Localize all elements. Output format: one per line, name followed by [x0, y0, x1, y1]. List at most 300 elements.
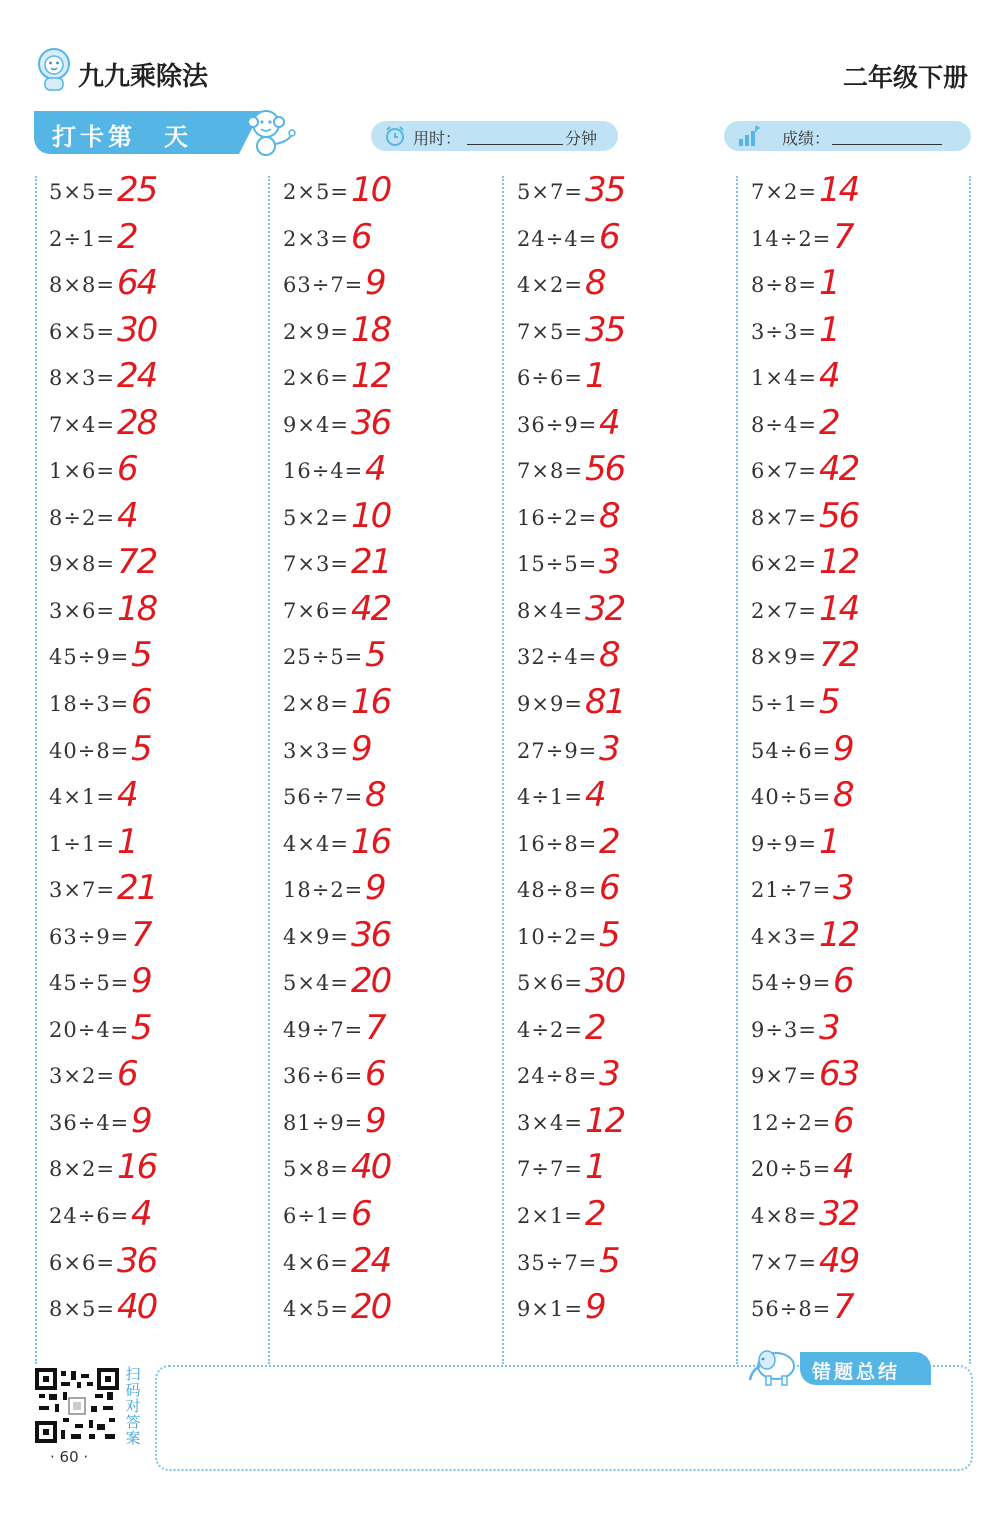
exercise-question: 14÷2= [751, 226, 832, 251]
handwritten-answer[interactable]: 40 [117, 1287, 157, 1328]
handwritten-answer[interactable]: 32 [585, 588, 625, 629]
exercise-question: 8×3= [49, 366, 115, 391]
exercise-question: 8×5= [49, 1297, 115, 1322]
exercise-row [283, 1192, 513, 1239]
handwritten-answer[interactable]: 49 [819, 1240, 859, 1281]
exercise-row [49, 447, 279, 494]
handwritten-answer[interactable]: 8 [599, 495, 619, 536]
handwritten-answer[interactable]: 4 [117, 775, 137, 816]
bar-chart-icon [736, 124, 760, 148]
handwritten-answer[interactable]: 35 [585, 309, 625, 350]
exercise-question: 20÷5= [751, 1157, 832, 1182]
exercise-row [751, 680, 981, 727]
exercise-question: 3÷3= [751, 319, 817, 344]
exercise-question: 7÷7= [517, 1157, 583, 1182]
exercise-row [283, 354, 513, 401]
exercise-question: 81÷9= [283, 1110, 364, 1135]
time-label: 用时： [413, 129, 462, 148]
exercise-question: 16÷8= [517, 831, 598, 856]
exercise-row [49, 1099, 279, 1146]
handwritten-answer[interactable]: 7 [833, 1287, 853, 1328]
exercise-question: 7×7= [751, 1250, 817, 1275]
exercise-row [49, 587, 279, 634]
exercise-row [49, 773, 279, 820]
exercise-question: 7×4= [49, 412, 115, 437]
handwritten-answer[interactable]: 12 [585, 1100, 625, 1141]
exercise-question: 32÷4= [517, 645, 598, 670]
exercise-question: 6×7= [751, 459, 817, 484]
exercise-row [517, 913, 747, 960]
exercise-row [751, 401, 981, 448]
handwritten-answer[interactable]: 6 [599, 868, 619, 909]
handwritten-answer[interactable]: 56 [819, 495, 859, 536]
exercise-row [49, 215, 279, 262]
exercise-question: 63÷9= [49, 924, 130, 949]
handwritten-answer[interactable]: 16 [117, 1147, 157, 1188]
handwritten-answer[interactable]: 24 [351, 1240, 391, 1281]
handwritten-answer[interactable]: 10 [351, 170, 391, 210]
handwritten-answer[interactable]: 14 [819, 170, 859, 210]
handwritten-answer[interactable]: 2 [819, 402, 839, 443]
time-field [371, 121, 618, 151]
exercise-question: 9×4= [283, 412, 349, 437]
handwritten-answer[interactable]: 8 [585, 263, 605, 304]
exercise-column-3 [517, 168, 747, 1332]
exercise-row [283, 1099, 513, 1146]
exercise-question: 10÷2= [517, 924, 598, 949]
handwritten-answer[interactable]: 21 [117, 868, 157, 909]
exercise-row [283, 1006, 513, 1053]
handwritten-answer[interactable]: 4 [365, 449, 385, 490]
exercise-row [517, 727, 747, 774]
handwritten-answer[interactable]: 9 [585, 1287, 605, 1328]
exercise-row [49, 168, 279, 215]
exercise-question: 3×2= [49, 1064, 115, 1089]
exercise-row [49, 261, 279, 308]
exercise-row [517, 1006, 747, 1053]
handwritten-answer[interactable]: 21 [351, 542, 391, 583]
exercise-row [283, 401, 513, 448]
exercise-row [517, 168, 747, 215]
exercise-question: 24÷4= [517, 226, 598, 251]
handwritten-answer[interactable]: 8 [833, 775, 853, 816]
exercise-question: 5×4= [283, 971, 349, 996]
exercise-question: 54÷6= [751, 738, 832, 763]
handwritten-answer[interactable]: 72 [117, 542, 157, 583]
handwritten-answer[interactable]: 4 [117, 495, 137, 536]
exercise-row [283, 168, 513, 215]
exercise-row [751, 587, 981, 634]
handwritten-answer[interactable]: 42 [351, 588, 391, 629]
handwritten-answer[interactable]: 9 [131, 1100, 151, 1141]
exercise-row [751, 1192, 981, 1239]
handwritten-answer[interactable]: 25 [117, 170, 157, 210]
exercise-row [283, 308, 513, 355]
exercise-question: 25÷5= [283, 645, 364, 670]
exercise-row [49, 308, 279, 355]
handwritten-answer[interactable]: 8 [365, 775, 385, 816]
exercise-question: 49÷7= [283, 1017, 364, 1042]
exercise-row [517, 215, 747, 262]
exercise-row [49, 959, 279, 1006]
exercise-row [49, 727, 279, 774]
exercise-row [751, 1285, 981, 1332]
exercise-row [751, 354, 981, 401]
exercise-row [283, 680, 513, 727]
handwritten-answer[interactable]: 36 [351, 914, 391, 955]
handwritten-answer[interactable]: 81 [585, 682, 625, 723]
handwritten-answer[interactable]: 32 [819, 1194, 859, 1235]
exercise-row [283, 1285, 513, 1332]
exercise-question: 7×8= [517, 459, 583, 484]
exercise-question: 4÷1= [517, 785, 583, 810]
handwritten-answer[interactable]: 6 [351, 216, 371, 257]
exercise-question: 3×4= [517, 1110, 583, 1135]
exercise-question: 21÷7= [751, 878, 832, 903]
exercise-row [751, 261, 981, 308]
exercise-row [49, 866, 279, 913]
checkin-day-label: 打卡第 天 [52, 123, 192, 151]
handwritten-answer[interactable]: 9 [365, 868, 385, 909]
exercise-question: 48÷8= [517, 878, 598, 903]
book-header [34, 44, 970, 104]
exercise-row [283, 1239, 513, 1286]
exercise-question: 56÷7= [283, 785, 364, 810]
grade-label: 二年级下册 [842, 63, 968, 92]
exercise-question: 8÷8= [751, 273, 817, 298]
exercise-question: 7×3= [283, 552, 349, 577]
exercise-question: 4×2= [517, 273, 583, 298]
handwritten-answer[interactable]: 24 [117, 356, 157, 397]
exercise-row [517, 1099, 747, 1146]
handwritten-answer[interactable]: 1 [117, 821, 137, 862]
handwritten-answer[interactable]: 5 [819, 682, 839, 723]
exercise-row [49, 494, 279, 541]
handwritten-answer[interactable]: 5 [599, 1240, 619, 1281]
exercise-row [283, 773, 513, 820]
exercise-row [517, 401, 747, 448]
exercise-question: 63÷7= [283, 273, 364, 298]
exercise-row [751, 1145, 981, 1192]
scan-for-answers-label: 扫码对答案 [125, 1365, 141, 1447]
exercise-question: 9×9= [517, 692, 583, 717]
exercise-row [751, 633, 981, 680]
exercise-question: 3×7= [49, 878, 115, 903]
wrong-summary-tab [800, 1352, 931, 1385]
exercise-row [517, 540, 747, 587]
exercise-question: 2×9= [283, 319, 349, 344]
handwritten-answer[interactable]: 6 [131, 682, 151, 723]
handwritten-answer[interactable]: 16 [351, 821, 391, 862]
exercise-row [283, 1052, 513, 1099]
exercise-row [49, 1006, 279, 1053]
exercise-question: 7×5= [517, 319, 583, 344]
book-title: 九九乘除法 [78, 62, 209, 92]
exercise-row [283, 959, 513, 1006]
handwritten-answer[interactable]: 6 [833, 1100, 853, 1141]
exercise-row [517, 261, 747, 308]
handwritten-answer[interactable]: 4 [131, 1194, 151, 1235]
handwritten-answer[interactable]: 6 [117, 449, 137, 490]
handwritten-answer[interactable]: 30 [585, 961, 625, 1002]
exercise-row [283, 587, 513, 634]
exercise-row [751, 308, 981, 355]
exercise-question: 5×8= [283, 1157, 349, 1182]
handwritten-answer[interactable]: 6 [365, 1054, 385, 1095]
handwritten-answer[interactable]: 28 [117, 402, 157, 443]
exercise-row [283, 1145, 513, 1192]
exercise-question: 8÷4= [751, 412, 817, 437]
handwritten-answer[interactable]: 1 [585, 1147, 605, 1188]
exercise-row [283, 261, 513, 308]
elephant-mascot-icon [746, 1340, 804, 1388]
handwritten-answer[interactable]: 4 [819, 356, 839, 397]
exercise-question: 2×5= [283, 180, 349, 204]
score-blank[interactable] [832, 144, 942, 145]
exercise-question: 9×7= [751, 1064, 817, 1089]
score-label: 成绩： [782, 129, 831, 148]
exercise-question: 36÷4= [49, 1110, 130, 1135]
handwritten-answer[interactable]: 1 [819, 821, 839, 862]
exercise-question: 20÷4= [49, 1017, 130, 1042]
exercise-row [49, 680, 279, 727]
monkey-mascot-icon [240, 104, 298, 158]
exercise-row [517, 959, 747, 1006]
exercise-row [49, 1285, 279, 1332]
handwritten-answer[interactable]: 4 [599, 402, 619, 443]
handwritten-answer[interactable]: 5 [599, 914, 619, 955]
exercise-row [517, 680, 747, 727]
score-field [724, 121, 971, 151]
time-blank[interactable] [467, 144, 563, 145]
exercise-row [517, 866, 747, 913]
exercise-row [49, 1052, 279, 1099]
exercise-row [517, 773, 747, 820]
exercise-row [517, 1285, 747, 1332]
exercise-row [49, 1192, 279, 1239]
exercise-question: 35÷7= [517, 1250, 598, 1275]
exercise-question: 3×6= [49, 598, 115, 623]
handwritten-answer[interactable]: 3 [599, 542, 619, 583]
exercise-row [283, 494, 513, 541]
handwritten-answer[interactable]: 3 [833, 868, 853, 909]
handwritten-answer[interactable]: 4 [585, 775, 605, 816]
exercise-question: 40÷5= [751, 785, 832, 810]
exercise-question: 45÷9= [49, 645, 130, 670]
exercise-question: 8×9= [751, 645, 817, 670]
qr-code-icon[interactable] [35, 1368, 119, 1443]
handwritten-answer[interactable]: 9 [833, 728, 853, 769]
handwritten-answer[interactable]: 63 [819, 1054, 859, 1095]
exercise-question: 5×7= [517, 180, 583, 204]
handwritten-answer[interactable]: 9 [365, 1100, 385, 1141]
exercise-row [751, 866, 981, 913]
exercise-question: 40÷8= [49, 738, 130, 763]
exercise-question: 9×8= [49, 552, 115, 577]
handwritten-answer[interactable]: 6 [833, 961, 853, 1002]
handwritten-answer[interactable]: 3 [819, 1007, 839, 1048]
handwritten-answer[interactable]: 1 [585, 356, 605, 397]
exercise-row [49, 401, 279, 448]
exercise-row [517, 1239, 747, 1286]
exercise-question: 56÷8= [751, 1297, 832, 1322]
handwritten-answer[interactable]: 6 [599, 216, 619, 257]
exercise-row [283, 820, 513, 867]
exercise-row [751, 540, 981, 587]
checkin-banner [34, 111, 239, 154]
exercise-question: 5×2= [283, 505, 349, 530]
exercise-question: 36÷9= [517, 412, 598, 437]
exercise-question: 9÷9= [751, 831, 817, 856]
page-number: · 60 · [50, 1448, 89, 1466]
handwritten-answer[interactable]: 7 [833, 216, 853, 257]
exercise-row [751, 773, 981, 820]
exercise-question: 6÷1= [283, 1204, 349, 1229]
handwritten-answer[interactable]: 2 [599, 821, 619, 862]
exercise-question: 2×3= [283, 226, 349, 251]
exercise-question: 3×3= [283, 738, 349, 763]
exercise-question: 16÷2= [517, 505, 598, 530]
handwritten-answer[interactable]: 36 [351, 402, 391, 443]
exercise-row [751, 1239, 981, 1286]
exercise-row [49, 633, 279, 680]
exercise-column-1 [49, 168, 279, 1332]
exercise-question: 4×4= [283, 831, 349, 856]
handwritten-answer[interactable]: 56 [585, 449, 625, 490]
exercise-question: 15÷5= [517, 552, 598, 577]
exercise-question: 16÷4= [283, 459, 364, 484]
handwritten-answer[interactable]: 35 [585, 170, 625, 210]
handwritten-answer[interactable]: 72 [819, 635, 859, 676]
exercise-row [517, 447, 747, 494]
exercise-column-2 [283, 168, 513, 1332]
exercise-row [751, 727, 981, 774]
exercise-row [517, 494, 747, 541]
handwritten-answer[interactable]: 7 [365, 1007, 385, 1048]
exercise-row [283, 633, 513, 680]
handwritten-answer[interactable]: 1 [819, 309, 839, 350]
exercise-row [517, 633, 747, 680]
handwritten-answer[interactable]: 5 [131, 1007, 151, 1048]
handwritten-answer[interactable]: 12 [351, 356, 391, 397]
exercise-question: 2×7= [751, 598, 817, 623]
exercise-row [49, 820, 279, 867]
handwritten-answer[interactable]: 42 [819, 449, 859, 490]
exercise-question: 2×8= [283, 692, 349, 717]
handwritten-answer[interactable]: 3 [599, 1054, 619, 1095]
handwritten-answer[interactable]: 6 [117, 1054, 137, 1095]
handwritten-answer[interactable]: 14 [819, 588, 859, 629]
exercise-row [751, 820, 981, 867]
exercise-question: 4×9= [283, 924, 349, 949]
exercise-row [751, 494, 981, 541]
exercise-row [283, 913, 513, 960]
exercise-question: 2×6= [283, 366, 349, 391]
handwritten-answer[interactable]: 4 [833, 1147, 853, 1188]
exercise-row [49, 1145, 279, 1192]
handwritten-answer[interactable]: 2 [585, 1007, 605, 1048]
exercise-row [751, 913, 981, 960]
exercise-question: 24÷8= [517, 1064, 598, 1089]
exercise-question: 4÷2= [517, 1017, 583, 1042]
handwritten-answer[interactable]: 8 [599, 635, 619, 676]
exercise-question: 4×3= [751, 924, 817, 949]
exercise-row [517, 308, 747, 355]
exercise-question: 2×1= [517, 1204, 583, 1229]
handwritten-answer[interactable]: 36 [117, 1240, 157, 1281]
exercise-row [283, 540, 513, 587]
exercise-question: 1÷1= [49, 831, 115, 856]
handwritten-answer[interactable]: 5 [131, 635, 151, 676]
exercise-row [49, 540, 279, 587]
column-divider [35, 176, 37, 1364]
exercise-row [517, 1052, 747, 1099]
handwritten-answer[interactable]: 6 [351, 1194, 371, 1235]
exercise-question: 2÷1= [49, 226, 115, 251]
handwritten-answer[interactable]: 3 [599, 728, 619, 769]
handwritten-answer[interactable]: 16 [351, 682, 391, 723]
exercise-row [49, 354, 279, 401]
exercise-question: 6×2= [751, 552, 817, 577]
handwritten-answer[interactable]: 20 [351, 961, 391, 1002]
handwritten-answer[interactable]: 9 [131, 961, 151, 1002]
handwritten-answer[interactable]: 7 [131, 914, 151, 955]
exercise-row [283, 447, 513, 494]
handwritten-answer[interactable]: 30 [117, 309, 157, 350]
exercise-row [517, 820, 747, 867]
exercise-question: 7×6= [283, 598, 349, 623]
exercise-question: 4×6= [283, 1250, 349, 1275]
exercise-row [517, 354, 747, 401]
time-unit: 分钟 [565, 129, 598, 148]
handwritten-answer[interactable]: 9 [365, 263, 385, 304]
exercise-question: 8×8= [49, 273, 115, 298]
handwritten-answer[interactable]: 9 [351, 728, 371, 769]
exercise-question: 5×6= [517, 971, 583, 996]
exercise-question: 45÷5= [49, 971, 130, 996]
exercise-question: 36÷6= [283, 1064, 364, 1089]
handwritten-answer[interactable]: 20 [351, 1287, 391, 1328]
handwritten-answer[interactable]: 5 [131, 728, 151, 769]
exercise-question: 4×5= [283, 1297, 349, 1322]
exercise-row [283, 866, 513, 913]
exercise-row [751, 447, 981, 494]
handwritten-answer[interactable]: 18 [351, 309, 391, 350]
exercise-row [751, 215, 981, 262]
exercise-row [283, 215, 513, 262]
exercise-row [283, 727, 513, 774]
exercise-question: 4×1= [49, 785, 115, 810]
exercise-question: 4×8= [751, 1204, 817, 1229]
exercise-row [517, 587, 747, 634]
handwritten-answer[interactable]: 2 [585, 1194, 605, 1235]
handwritten-answer[interactable]: 1 [819, 263, 839, 304]
exercise-question: 5÷1= [751, 692, 817, 717]
handwritten-answer[interactable]: 18 [117, 588, 157, 629]
handwritten-answer[interactable]: 5 [365, 635, 385, 676]
handwritten-answer[interactable]: 12 [819, 542, 859, 583]
handwritten-answer[interactable]: 10 [351, 495, 391, 536]
exercise-question: 6×6= [49, 1250, 115, 1275]
exercise-question: 54÷9= [751, 971, 832, 996]
handwritten-answer[interactable]: 64 [117, 263, 157, 304]
exercise-question: 7×2= [751, 180, 817, 204]
handwritten-answer[interactable]: 12 [819, 914, 859, 955]
handwritten-answer[interactable]: 40 [351, 1147, 391, 1188]
exercise-question: 6÷6= [517, 366, 583, 391]
handwritten-answer[interactable]: 2 [117, 216, 137, 257]
exercise-question: 9×1= [517, 1297, 583, 1322]
